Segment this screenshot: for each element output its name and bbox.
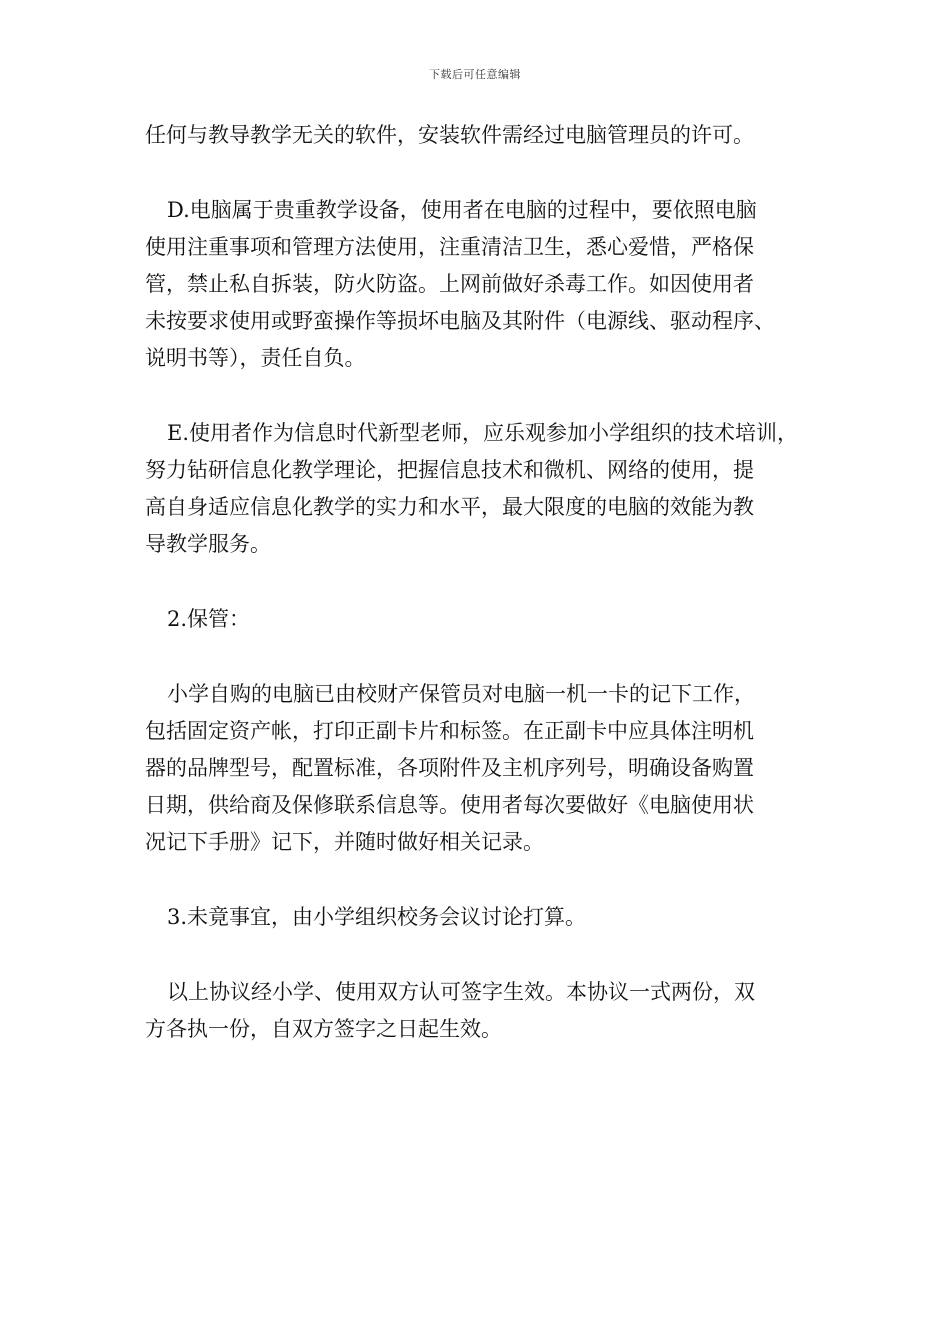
text-line: 日期，供给商及保修联系信息等。使用者每次要做好《电脑使用状: [145, 793, 754, 817]
paragraph-agreement-effect: [145, 974, 825, 1048]
paragraph-software-install: [145, 117, 825, 154]
section-heading-custody: [145, 601, 825, 638]
text-line: 导教学服务。: [145, 532, 271, 556]
paragraph-unfinished-matters: [145, 899, 825, 936]
text-line: 小学自购的电脑已由校财产保管员对电脑一机一卡的记下工作，: [167, 682, 755, 706]
text-line: 高自身适应信息化教学的实力和水平，最大限度的电脑的效能为教: [145, 495, 754, 519]
paragraph-item-d: [145, 192, 825, 377]
text-line: 任何与教导教学无关的软件，安装软件需经过电脑管理员的许可。: [145, 123, 754, 147]
text-line: 包括固定资产帐，打印正副卡片和标签。在正副卡中应具体注明机: [145, 719, 754, 743]
paragraph-custody: [145, 676, 825, 861]
text-line: 未按要求使用或野蛮操作等损坏电脑及其附件（电源线、驱动程序、: [145, 309, 775, 333]
paragraph-item-e: [145, 415, 825, 563]
text-line: E.使用者作为信息时代新型老师，应乐观参加小学组织的技术培训，: [167, 421, 799, 445]
text-line: 器的品牌型号，配置标准，各项附件及主机序列号，明确设备购置: [145, 756, 754, 780]
text-line: 管，禁止私自拆装，防火防盗。上网前做好杀毒工作。如因使用者: [145, 272, 754, 296]
document-body: [145, 117, 825, 1086]
text-line: 努力钻研信息化教学理论，把握信息技术和微机、网络的使用，提: [145, 458, 754, 482]
page-header-note: 下载后可任意编辑: [429, 68, 521, 81]
text-line: 方各执一份，自双方签字之日起生效。: [145, 1017, 502, 1041]
text-line: 2.保管：: [167, 607, 251, 631]
text-line: 以上协议经小学、使用双方认可签字生效。本协议一式两份，双: [167, 980, 755, 1004]
text-line: 说明书等），责任自负。: [145, 346, 366, 370]
text-line: 3.未竟事宜，由小学组织校务会议讨论打算。: [167, 905, 587, 929]
text-line: 况记下手册》记下，并随时做好相关记录。: [145, 830, 544, 854]
text-line: 使用注重事项和管理方法使用，注重清洁卫生，悉心爱惜，严格保: [145, 235, 754, 259]
text-line: D.电脑属于贵重教学设备，使用者在电脑的过程中，要依照电脑: [167, 198, 757, 222]
